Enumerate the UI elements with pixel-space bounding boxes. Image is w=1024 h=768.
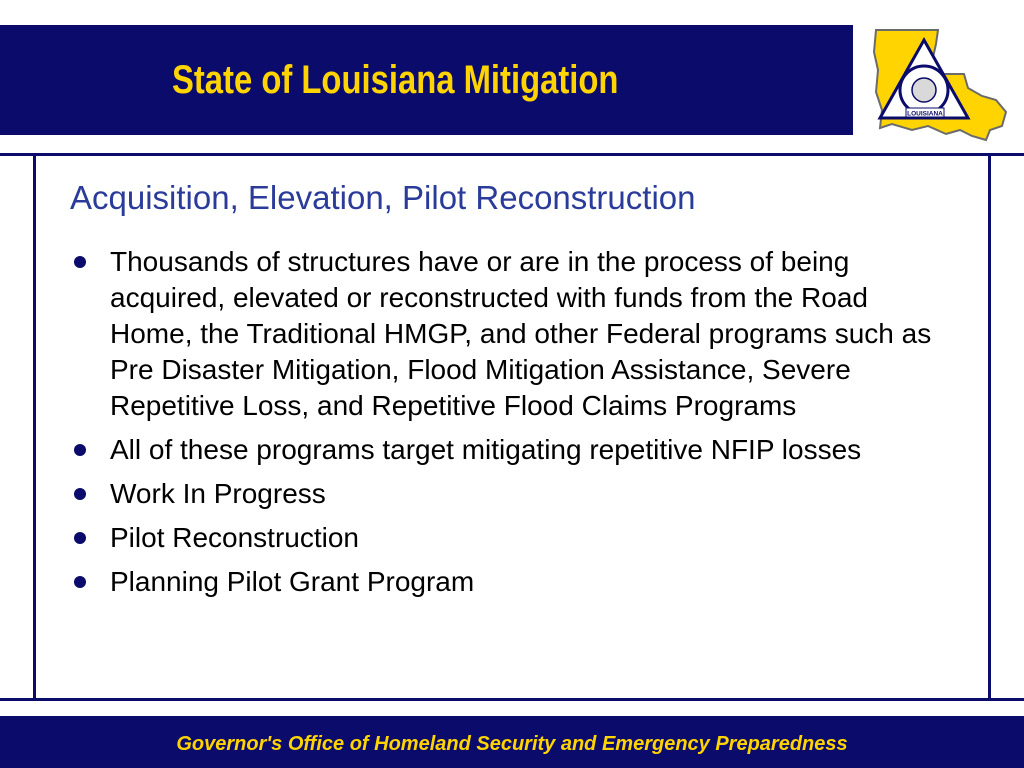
content-left-border	[33, 153, 36, 700]
bullet-text: Thousands of structures have or are in the process of being acquired, elevated or reconstructed with funds from the Road Home, the Traditional HMGP, and other Federal programs such as Pre Disaster Mitigation, Flood Mitigation Assistance, Severe Repetitive Loss, and Repetitive Flood Claims Programs	[110, 246, 932, 421]
bullet-icon	[74, 576, 86, 588]
bullet-icon	[74, 532, 86, 544]
bullet-text: Work In Progress	[110, 478, 326, 509]
list-item	[70, 432, 950, 468]
seal-center	[912, 78, 936, 102]
bullet-text: Pilot Reconstruction	[110, 522, 360, 553]
bullet-icon	[74, 444, 86, 456]
list-item	[70, 520, 950, 556]
bullet-list	[70, 244, 950, 608]
slide-subtitle: Acquisition, Elevation, Pilot Reconstruction	[70, 179, 696, 216]
content-right-border	[988, 153, 991, 700]
content-top-rule	[0, 153, 1024, 156]
logo-label: LOUISIANA	[907, 110, 943, 118]
list-item	[70, 564, 950, 600]
slide-title: State of Louisiana Mitigation	[172, 58, 619, 102]
list-item	[70, 476, 950, 512]
bullet-icon	[74, 488, 86, 500]
louisiana-logo	[868, 22, 1014, 148]
footer-text: Governor's Office of Homeland Security and Emergency Preparedness	[176, 733, 848, 755]
list-item	[70, 244, 950, 424]
content-bottom-rule	[0, 698, 1024, 701]
bullet-text: All of these programs target mitigating repetitive NFIP losses	[110, 434, 862, 465]
bullet-text: Planning Pilot Grant Program	[110, 566, 475, 597]
bullet-icon	[74, 256, 86, 268]
